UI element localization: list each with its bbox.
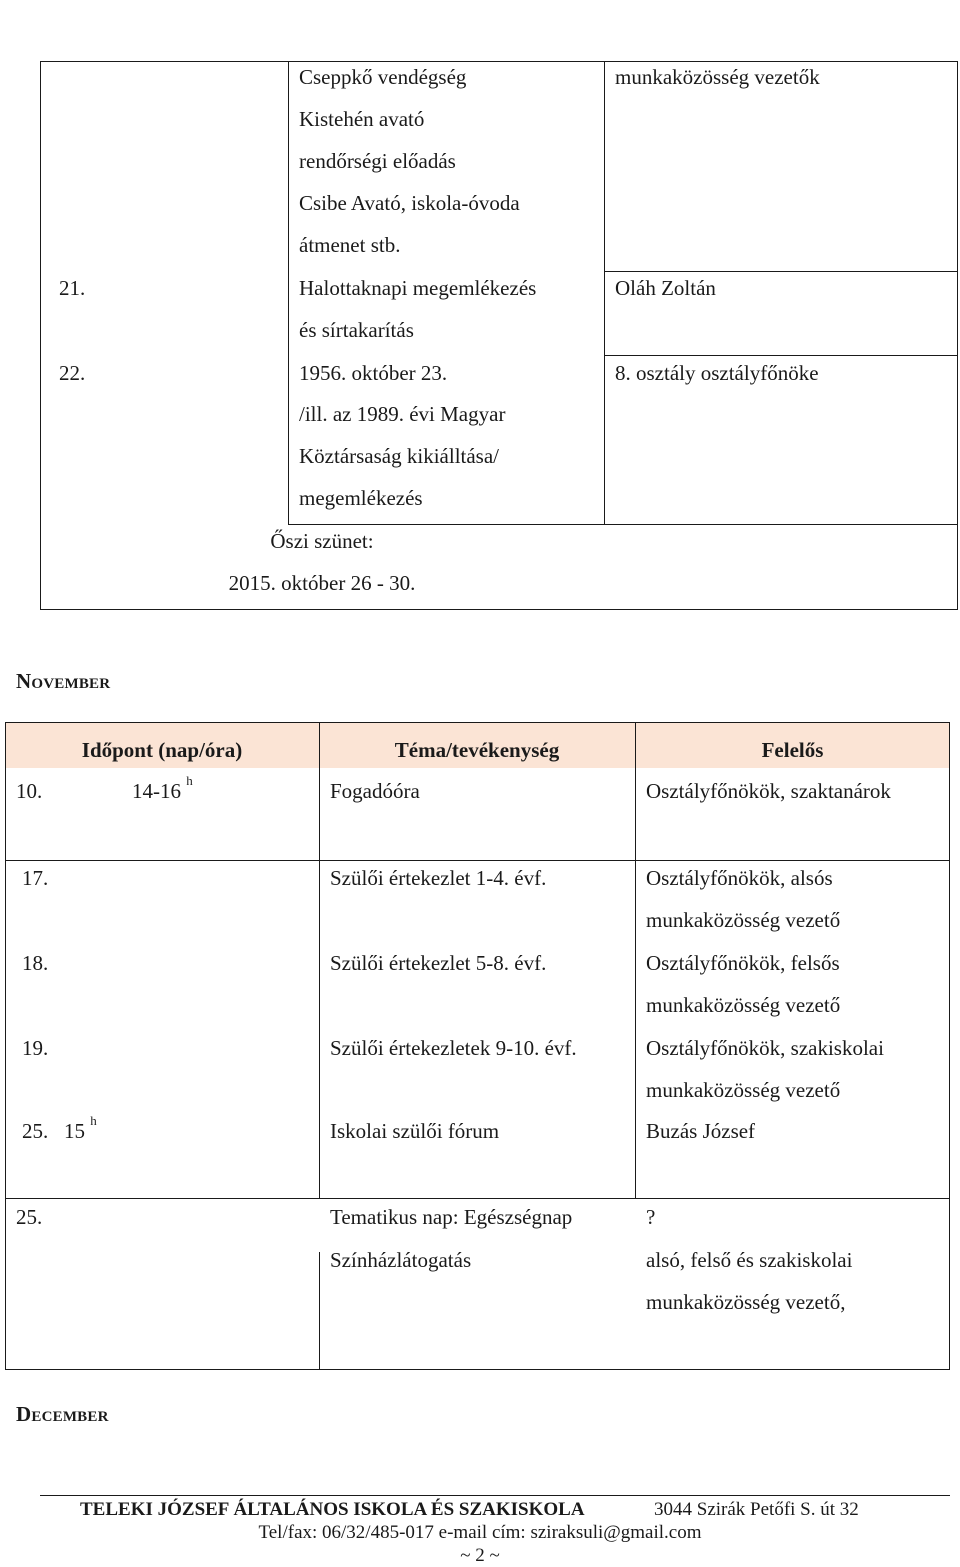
row-responsible: Buzás József [646,1119,756,1143]
row-topic-line: Halottaknapi megemlékezés [299,276,537,300]
event-topic-line: Csibe Avató, iskola-óvoda [299,191,520,215]
footer-school-name: TELEKI JÓZSEF ÁLTALÁNOS ISKOLA ÉS SZAKISKOLA [80,1499,585,1520]
row-responsible: 8. osztály osztályfőnöke [615,361,819,385]
page-number: ~ 2 ~ [460,1545,500,1566]
row-hour: 14-16 $^h$ [132,773,193,803]
row-responsible: Oláh Zoltán [615,276,716,300]
row-topic-line: /ill. az 1989. évi Magyar [299,402,506,426]
row-topic-line: és sírtakarítás [299,318,414,342]
event-topic-line: Kistehén avató [299,107,425,131]
row-responsible-line: munkaközösség vezető [646,1078,841,1102]
row-responsible-line: munkaközösség vezető [646,908,841,932]
footer-contact: Tel/fax: 06/32/485-017 e-mail cím: sziraksuli@gmail.com [258,1522,702,1543]
autumn-break-label: Őszi szünet: [270,529,374,553]
event-responsible: munkaközösség vezetők [615,65,820,89]
event-topic-line: rendőrségi előadás [299,149,456,173]
row-date: 19. [22,1036,49,1060]
row-responsible-line: munkaközösség vezető [646,993,841,1017]
row-topic: Tematikus nap: Egészségnap [330,1205,573,1229]
row-topic: Fogadóóra [330,779,420,803]
row-responsible-line: Osztályfőnökök, szakiskolai [646,1036,884,1060]
november-table [5,722,950,1370]
row-topic-line: megemlékezés [299,486,423,510]
row-responsible-line: alsó, felső és szakiskolai [646,1248,853,1272]
footer-address: 3044 Szirák Petőfi S. út 32 [654,1499,859,1520]
autumn-break-dates: 2015. október 26 - 30. [228,571,416,595]
row-responsible-line: munkaközösség vezető, [646,1290,846,1314]
row-responsible: ? [646,1205,656,1229]
row-topic: Szülői értekezlet 5-8. évf. [330,951,547,975]
row-date: 25. [16,1205,43,1229]
december-heading: DECEMBER [16,1402,109,1426]
row-date: 17. [22,866,49,890]
row-date: 22. [59,361,86,385]
november-heading: NOVEMBER [16,669,111,693]
row-topic: Szülői értekezlet 1-4. évf. [330,866,547,890]
row-responsible: Osztályfőnökök, szaktanárok [646,779,891,803]
header-responsible: Felelős [761,738,824,762]
row-date: 25. 15 $^h$ [22,1113,97,1143]
row-topic: Színházlátogatás [330,1248,472,1272]
row-topic-line: Köztársaság kikiálltása/ [299,444,500,468]
row-topic: Szülői értekezletek 9-10. évf. [330,1036,577,1060]
header-topic: Téma/tevékenység [394,738,560,762]
row-topic: Iskolai szülői fórum [330,1119,500,1143]
october-table [40,61,958,610]
event-topic-line: átmenet stb. [299,233,401,257]
row-topic-line: 1956. október 23. [299,361,448,385]
row-date: 10. [16,779,43,803]
header-time: Időpont (nap/óra) [81,738,243,762]
row-responsible-line: Osztályfőnökök, alsós [646,866,833,890]
footer-divider [40,1495,950,1496]
row-responsible-line: Osztályfőnökök, felsős [646,951,840,975]
row-date: 18. [22,951,49,975]
event-topic-line: Cseppkő vendégség [299,65,467,89]
row-date: 21. [59,276,86,300]
